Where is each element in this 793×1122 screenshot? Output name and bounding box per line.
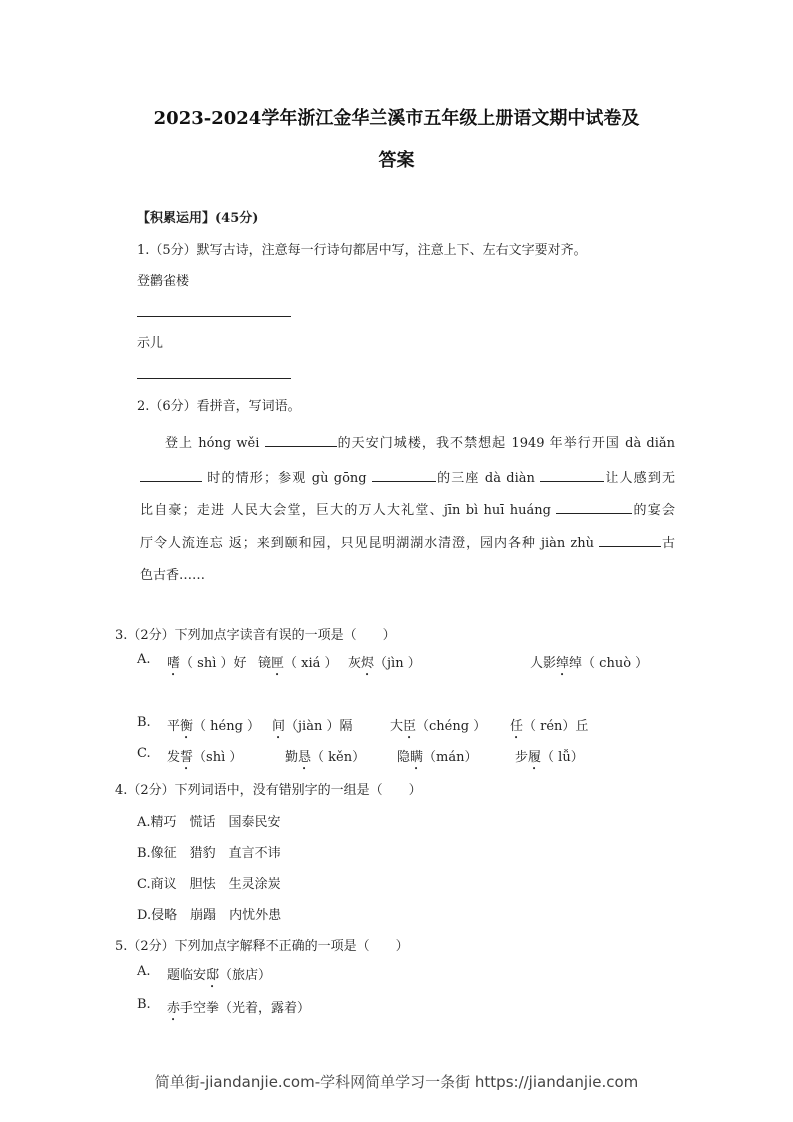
option-item xyxy=(167,997,310,1024)
dotted-character: 恳 xyxy=(298,750,312,765)
item-text: （ kěn） xyxy=(311,750,366,765)
dotted-character: 任 xyxy=(510,719,524,734)
item-text: 题临安 xyxy=(167,968,207,983)
passage-text: 的三座 dà diàn xyxy=(435,471,541,486)
answer-blank xyxy=(599,534,661,547)
option-item xyxy=(515,746,584,773)
option-item xyxy=(167,652,246,679)
item-text: （chéng ） xyxy=(416,719,487,734)
question-3-stem: 3.（2分）下列加点字读音有误的一项是（ ） xyxy=(115,628,396,643)
passage-text: 古 xyxy=(661,536,675,551)
option-item xyxy=(285,746,365,773)
section-heading: 【积累运用】(45分) xyxy=(137,211,259,226)
passage-line xyxy=(140,467,675,486)
item-text: （shì ） xyxy=(193,750,243,765)
passage-text: 的宴会 xyxy=(632,503,675,518)
option-label: A. xyxy=(137,964,151,979)
option-label: B. xyxy=(137,715,151,730)
item-text: （ shì ）好 xyxy=(180,656,247,671)
answer-line-1 xyxy=(137,316,291,317)
item-text: （ lǚ） xyxy=(541,750,584,765)
dotted-character: 匣 xyxy=(271,656,285,671)
passage-line xyxy=(140,532,675,551)
item-text: 人影 xyxy=(530,656,557,671)
item-text: 镜 xyxy=(258,656,272,671)
dotted-character: 间 xyxy=(272,719,286,734)
passage-text: 时的情形；参观 gù gōng xyxy=(202,471,372,486)
item-text: 勤 xyxy=(285,750,299,765)
passage-text: 让人感到无 xyxy=(604,471,675,486)
item-text: 平 xyxy=(167,719,181,734)
option-item xyxy=(167,746,242,773)
poem-title-1: 登鹳雀楼 xyxy=(137,274,190,289)
passage-text: 的天安门城楼，我不禁想起 1949 年举行开国 dà diǎn xyxy=(336,436,675,451)
poem-title-2: 示儿 xyxy=(137,336,164,351)
question-4-option-a: A.精巧 慌话 国泰民安 xyxy=(137,815,281,830)
option-label: C. xyxy=(137,746,151,761)
dotted-character: 赤 xyxy=(167,1001,181,1016)
dotted-character: 烬 xyxy=(361,656,375,671)
dotted-character: 瞒 xyxy=(410,750,424,765)
document-title-line1: 2023-2024学年浙江金华兰溪市五年级上册语文期中试卷及 xyxy=(153,108,640,129)
passage-line xyxy=(140,499,675,518)
item-text: （旅店） xyxy=(219,968,272,983)
question-4-option-b: B.像征 猎豹 直言不讳 xyxy=(137,846,281,861)
question-4-option-c: C.商议 胆怯 生灵涂炭 xyxy=(137,877,281,892)
item-text: （jìn ） xyxy=(374,656,421,671)
dotted-character: 誓 xyxy=(180,750,194,765)
answer-blank xyxy=(540,469,604,482)
footer-watermark: 简单街-jiandanjie.com-学科网简单学习一条街 https://jiandanjie.com xyxy=(154,1073,639,1091)
item-text: （ héng ） xyxy=(193,719,261,734)
passage-line xyxy=(140,564,675,583)
question-4-option-d: D.侵略 崩蹋 内忧外患 xyxy=(137,908,282,923)
answer-line-2 xyxy=(137,378,291,379)
option-item xyxy=(530,652,648,679)
item-text: 发 xyxy=(167,750,181,765)
option-item xyxy=(258,652,338,679)
option-item xyxy=(167,715,260,742)
answer-blank xyxy=(372,469,436,482)
dotted-character: 臣 xyxy=(403,719,417,734)
dotted-character: 履 xyxy=(528,750,542,765)
option-label: B. xyxy=(137,997,151,1012)
answer-blank xyxy=(265,434,337,447)
dotted-character: 绰 xyxy=(556,656,570,671)
option-item xyxy=(397,746,477,773)
question-5-stem: 5.（2分）下列加点字解释不正确的一项是（ ） xyxy=(115,939,409,954)
dotted-character: 嗜 xyxy=(167,656,181,671)
dotted-character: 衡 xyxy=(180,719,194,734)
passage-text: 登上 hóng wěi xyxy=(165,436,265,451)
question-4-stem: 4.（2分）下列词语中，没有错别字的一组是（ ） xyxy=(115,783,422,798)
item-text: 隐 xyxy=(397,750,411,765)
item-text: （mán） xyxy=(423,750,478,765)
option-item xyxy=(348,652,421,679)
answer-blank xyxy=(140,469,202,482)
item-text: （ rén）丘 xyxy=(523,719,589,734)
item-text: 步 xyxy=(515,750,529,765)
item-text: （jiàn ）隔 xyxy=(285,719,353,734)
item-text: 手空拳（光着，露着） xyxy=(180,1001,311,1016)
option-item xyxy=(510,715,588,742)
item-text: 绰（ chuò ） xyxy=(569,656,649,671)
dotted-character: 邸 xyxy=(206,968,220,983)
option-item xyxy=(390,715,486,742)
option-item xyxy=(272,715,352,742)
passage-line xyxy=(165,432,675,451)
question-1-stem: 1.（5分）默写古诗，注意每一行诗句都居中写，注意上下、左右文字要对齐。 xyxy=(137,243,587,258)
option-item xyxy=(167,964,271,991)
passage-text: 厅令人流连忘 返；来到颐和园，只见昆明湖湖水清澄，园内各种 jiàn zhù xyxy=(140,536,600,551)
item-text: 大 xyxy=(390,719,404,734)
passage-text: 比自豪；走进 人民大会堂，巨大的万人大礼堂、jīn bì huī huáng xyxy=(140,503,557,518)
answer-blank xyxy=(556,501,632,514)
item-text: 灰 xyxy=(348,656,362,671)
question-2-stem: 2.（6分）看拼音，写词语。 xyxy=(137,399,301,414)
item-text: （ xiá ） xyxy=(284,656,338,671)
document-title-line2: 答案 xyxy=(378,150,415,171)
passage-text: 色古香…… xyxy=(140,568,206,583)
option-label: A. xyxy=(137,652,151,667)
